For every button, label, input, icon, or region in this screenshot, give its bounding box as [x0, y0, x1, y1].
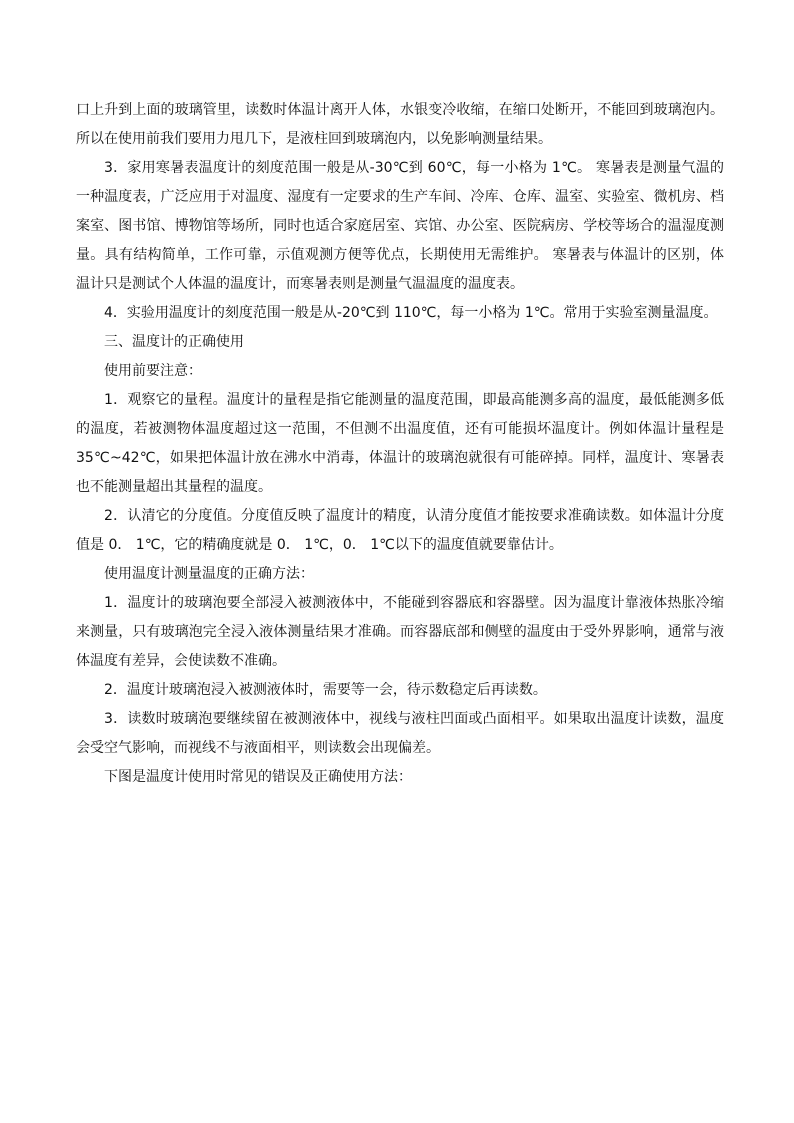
- document-page: [76, 96, 724, 792]
- paragraph-wait-stable: 2．温度计玻璃泡浸入被测液体时，需要等一会，待示数稳定后再读数。: [104, 682, 547, 698]
- paragraph-lab-thermometer: 4．实验用温度计的刻度范围一般是从-20℃到 110℃，每一小格为 1℃。常用于实验室测量温度。: [104, 305, 718, 321]
- section-heading-correct-use: 三、温度计的正确使用: [104, 334, 244, 350]
- paragraph-bulb-constriction: 口上升到上面的玻璃管里，读数时体温计离开人体，水银变冷收缩，在缩口处断开，不能回到玻璃泡内。所以在使用前我们要用力甩几下，是液柱回到玻璃泡内，以免影响测量结果。: [76, 102, 724, 147]
- paragraph-division-value: 2．认清它的分度值。分度值反映了温度计的精度，认清分度值才能按要求准确读数。如体温计分度值是 0． 1℃，它的精确度就是 0． 1℃，0． 1℃以下的温度值就要靠估计。: [76, 508, 724, 553]
- subheading-correct-method: 使用温度计测量温度的正确方法：: [104, 566, 314, 582]
- paragraph-reading-sightline: 3．读数时玻璃泡要继续留在被测液体中，视线与液柱凹面或凸面相平。如果取出温度计读数，温度会受空气影响，而视线不与液面相平，则读数会出现偏差。: [76, 711, 724, 756]
- subheading-before-use: 使用前要注意：: [104, 363, 202, 379]
- paragraph-observe-range: 1．观察它的量程。温度计的量程是指它能测量的温度范围，即最高能测多高的温度，最低能测多低的温度，若被测物体温度超过这一范围，不但测不出温度值，还有可能损坏温度计。例如体温计量程是 35℃~42℃，如果把体温计放在沸水中消毒，体温计的玻璃泡就很有可能碎掉。同样，温度计、寒暑表也不能测量超出其量程的温度。: [76, 392, 724, 495]
- paragraph-figure-intro: 下图是温度计使用时常见的错误及正确使用方法：: [104, 769, 412, 785]
- paragraph-bulb-immersion: 1．温度计的玻璃泡要全部浸入被测液体中，不能碰到容器底和容器壁。因为温度计靠液体热胀冷缩来测量，只有玻璃泡完全浸入液体测量结果才准确。而容器底部和侧壁的温度由于受外界影响，通常与液体温度有差异，会使读数不准确。: [76, 595, 724, 669]
- paragraph-household-thermometer: 3．家用寒暑表温度计的刻度范围一般是从-30℃到 60℃，每一小格为 1℃。 寒暑表是测量气温的一种温度表，广泛应用于对温度、湿度有一定要求的生产车间、冷库、仓库、温室、实验室、微机房、档案室、图书馆、博物馆等场所，同时也适合家庭居室、宾馆、办公室、医院病房、学校等场合的温湿度测量。具有结构简单，工作可靠，示值观测方便等优点，长期使用无需维护。 寒暑表与体温计的区别，体温计只是测试个人体温的温度计，而寒暑表则是测量气温温度的温度表。: [76, 160, 724, 292]
